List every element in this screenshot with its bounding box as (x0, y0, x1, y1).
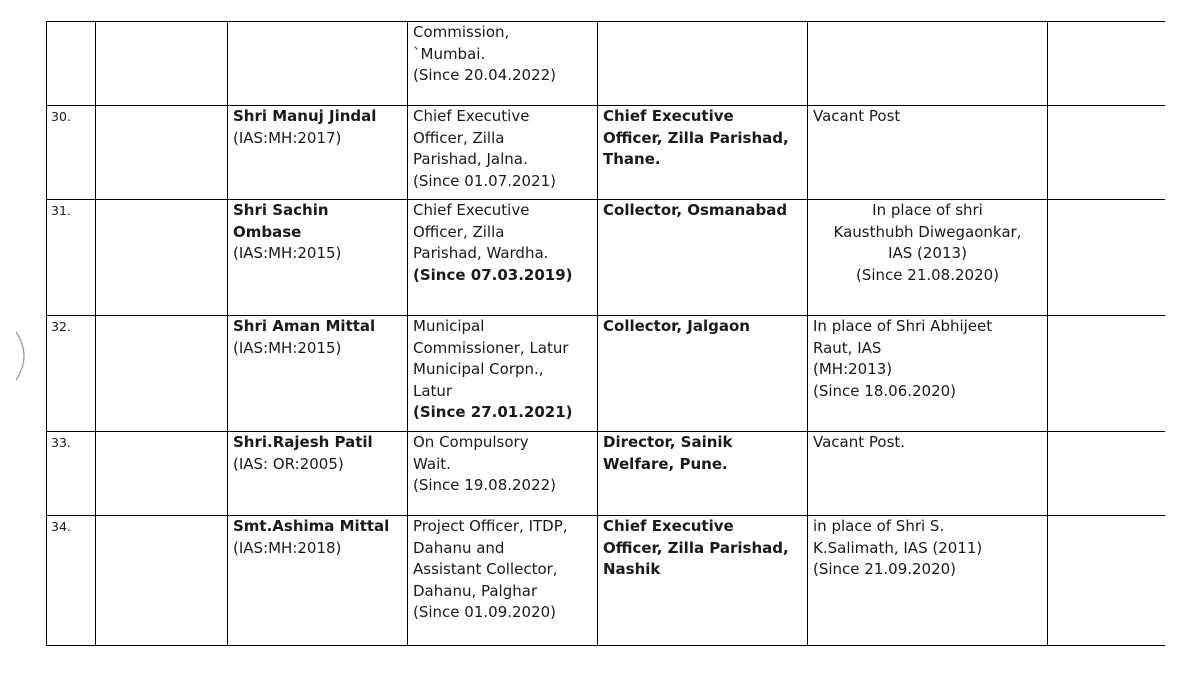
present-post-cell (408, 200, 598, 316)
serial-number-cell (47, 200, 96, 316)
remarks-line: In place of shri (872, 201, 983, 219)
new-posting-cell (598, 22, 808, 106)
officer-name-line: (IAS:MH:2017) (233, 128, 342, 147)
present-post-line: Parishad, Wardha. (413, 244, 549, 262)
present-post-line: Commissioner, Latur (413, 338, 569, 357)
remarks-line: (Since 18.06.2020) (813, 381, 957, 400)
serial-number-cell (47, 516, 96, 646)
officer-name-line: (IAS:MH:2015) (233, 338, 342, 357)
remarks-line: In place of Shri Abhijeet (813, 317, 993, 335)
new-posting-line: Chief Executive (603, 517, 734, 535)
officer-name-line: Shri Manuj Jindal (233, 107, 377, 125)
present-post-line: (Since 01.09.2020) (413, 603, 557, 621)
table-row (47, 106, 1165, 200)
blank-cell (1048, 516, 1165, 646)
table-row (47, 516, 1165, 646)
new-posting-cell (598, 516, 808, 646)
officer-name-line: (IAS: OR:2005) (233, 454, 344, 473)
officer-name-line: Smt.Ashima Mittal (233, 517, 390, 535)
blank-cell (1048, 200, 1165, 316)
present-post-cell (408, 22, 598, 106)
serial-number: 34. (51, 519, 71, 534)
margin-bracket-mark (12, 330, 36, 382)
table-row (47, 432, 1165, 516)
serial-number: 32. (51, 319, 71, 334)
present-post-line: Dahanu and (413, 538, 505, 557)
present-post-cell (408, 106, 598, 200)
blank-cell (96, 106, 228, 200)
present-post-line: Municipal Corpn., (413, 360, 544, 378)
remarks-line: (MH:2013) (813, 360, 893, 378)
present-post-line: Wait. (413, 454, 451, 473)
new-posting-cell (598, 106, 808, 200)
present-post-line: Chief Executive (413, 201, 530, 219)
remarks-line: Raut, IAS (813, 338, 882, 357)
present-post-line: (Since 19.08.2022) (413, 476, 557, 494)
remarks-cell (808, 316, 1048, 432)
remarks-line: Kausthubh Diwegaonkar, (833, 222, 1022, 241)
present-post-cell (408, 316, 598, 432)
present-post-cell (408, 432, 598, 516)
present-post-line: Assistant Collector, (413, 560, 558, 578)
new-posting-cell (598, 200, 808, 316)
remarks-line: IAS (2013) (888, 244, 967, 262)
remarks-cell (808, 516, 1048, 646)
blank-cell (96, 22, 228, 106)
present-post-line: Officer, Zilla (413, 222, 505, 241)
present-post-line: Commission, (413, 23, 510, 41)
remarks-line: (Since 21.08.2020) (855, 265, 1000, 284)
serial-number-cell (47, 316, 96, 432)
blank-cell (96, 200, 228, 316)
officer-name-line: (IAS:MH:2018) (233, 538, 342, 557)
officer-name-line: Shri Sachin (233, 201, 329, 219)
remarks-line: in place of Shri S. (813, 517, 945, 535)
remarks-line: K.Salimath, IAS (2011) (813, 538, 983, 557)
new-posting-line: Collector, Osmanabad (603, 201, 788, 219)
present-post-line: Project Officer, ITDP, (413, 517, 568, 535)
new-posting-line: Chief Executive (603, 107, 734, 125)
new-posting-line: Collector, Jalgaon (603, 317, 750, 335)
blank-cell (96, 516, 228, 646)
new-posting-cell (598, 432, 808, 516)
transfer-posting-table (46, 21, 1165, 646)
blank-cell (1048, 22, 1165, 106)
present-post-line: (Since 07.03.2019) (413, 265, 573, 284)
new-posting-line: Nashik (603, 560, 661, 578)
present-post-line: `Mumbai. (413, 44, 486, 63)
officer-name-line: Shri.Rajesh Patil (233, 433, 373, 451)
blank-cell (1048, 432, 1165, 516)
serial-number: 30. (51, 109, 71, 124)
officer-name-line: Shri Aman Mittal (233, 317, 376, 335)
blank-cell (96, 432, 228, 516)
serial-number-cell (47, 106, 96, 200)
present-post-line: Officer, Zilla (413, 128, 505, 147)
remarks-line: (Since 21.09.2020) (813, 560, 957, 578)
new-posting-line: Director, Sainik (603, 433, 733, 451)
officer-name-cell (228, 432, 408, 516)
remarks-cell (808, 200, 1048, 316)
blank-cell (1048, 316, 1165, 432)
present-post-line: (Since 20.04.2022) (413, 66, 557, 84)
officer-name-cell (228, 106, 408, 200)
blank-cell (96, 316, 228, 432)
new-posting-line: Thane. (603, 150, 661, 168)
remarks-line: Vacant Post (813, 107, 901, 125)
remarks-cell (808, 432, 1048, 516)
blank-cell (1048, 106, 1165, 200)
serial-number-cell (47, 22, 96, 106)
present-post-line: Municipal (413, 317, 485, 335)
present-post-line: Parishad, Jalna. (413, 150, 528, 168)
new-posting-cell (598, 316, 808, 432)
officer-name-cell (228, 316, 408, 432)
officer-name-line: Ombase (233, 222, 302, 241)
present-post-cell (408, 516, 598, 646)
remarks-cell (808, 106, 1048, 200)
officer-name-line: (IAS:MH:2015) (233, 244, 342, 262)
present-post-line: Latur (413, 381, 453, 400)
new-posting-line: Officer, Zilla Parishad, (603, 128, 789, 147)
remarks-line: Vacant Post. (813, 433, 906, 451)
present-post-line: Dahanu, Palghar (413, 581, 538, 600)
new-posting-line: Welfare, Pune. (603, 454, 728, 473)
present-post-line: On Compulsory (413, 433, 529, 451)
present-post-line: (Since 01.07.2021) (413, 171, 557, 190)
officer-name-cell (228, 200, 408, 316)
present-post-line: Chief Executive (413, 107, 530, 125)
serial-number-cell (47, 432, 96, 516)
present-post-line: (Since 27.01.2021) (413, 403, 573, 421)
serial-number: 33. (51, 435, 71, 450)
serial-number: 31. (51, 203, 71, 218)
table-row (47, 316, 1165, 432)
officer-name-cell (228, 516, 408, 646)
remarks-cell (808, 22, 1048, 106)
table-row (47, 200, 1165, 316)
table-row (47, 22, 1165, 106)
officer-name-cell (228, 22, 408, 106)
new-posting-line: Officer, Zilla Parishad, (603, 538, 789, 557)
